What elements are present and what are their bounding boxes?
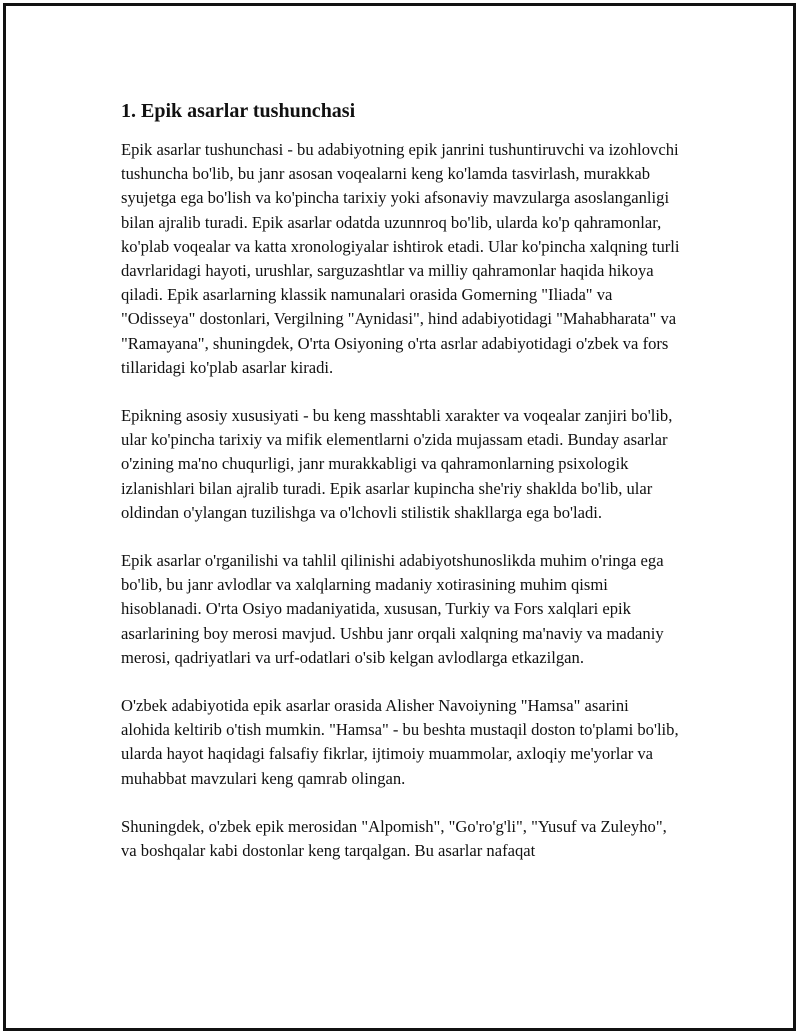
paragraph-4: O'zbek adabiyotida epik asarlar orasida Alisher Navoiyning "Hamsa" asarini alohida keltirib o'tish mumkin. "Hamsa" - bu beshta mustaqil doston to'plami bo'lib, ularda hayot haqidagi falsafiy fikrlar, ijtimoiy muammolar, axloqiy me'yorlar va muhabbat mavzulari keng qamrab olingan. xyxy=(121,696,679,788)
document-content xyxy=(121,98,681,863)
paragraph-1: Epik asarlar tushunchasi - bu adabiyotning epik janrini tushuntiruvchi va izohlovchi tushuncha bo'lib, bu janr asosan voqealarni keng ko'lamda tasvirlash, murakkab syujetga ega bo'lish va ko'pincha tarixiy yoki afsonaviy mavzularga asoslanganligi bilan ajralib turadi. Epik asarlar odatda uzunnroq bo'lib, ularda ko'p qahramonlar, ko'plab voqealar va katta xronologiyalar ishtirok etadi. Ular ko'pincha xalqning turli davrlaridagi hayoti, urushlar, sarguzashtlar va milliy qahramonlar haqida hikoya qiladi. Epik asarlarning klassik namunalari orasida Gomerning "Iliada" va "Odisseya" dostonlari, Vergilning "Aynidasi", hind adabiyotidagi "Mahabharata" va "Ramayana", shuningdek, O'rta Osiyoning o'rta asrlar adabiyotidagi o'zbek va fors tillaridagi ko'plab asarlar kiradi. xyxy=(121,140,680,377)
section-heading: 1. Epik asarlar tushunchasi xyxy=(121,100,356,122)
document-page xyxy=(3,3,796,1031)
paragraph-2: Epikning asosiy xususiyati - bu keng masshtabli xarakter va voqealar zanjiri bo'lib, ular ko'pincha tarixiy va mifik elementlarni o'zida mujassam etadi. Bunday asarlar o'zining ma'no chuqurligi, janr murakkabligi va qahramonlarning psixologik izlanishlari bilan ajralib turadi. Epik asarlar kupincha she'riy shaklda bo'lib, ular oldindan o'ylangan tuzilishga va o'lchovli stilistik shakllarga ega bo'ladi. xyxy=(121,406,673,522)
paragraph-3: Epik asarlar o'rganilishi va tahlil qilinishi adabiyotshunoslikda muhim o'ringa ega bo'lib, bu janr avlodlar va xalqlarning madaniy xotirasining muhim qismi hisoblanadi. O'rta Osiyo madaniyatida, xususan, Turkiy va Fors xalqlari epik asarlarining boy merosi mavjud. Ushbu janr orqali xalqning ma'naviy va madaniy merosi, qadriyatlari va urf-odatlari o'sib kelgan avlodlarga etkazilgan. xyxy=(121,551,664,667)
paragraph-5: Shuningdek, o'zbek epik merosidan "Alpomish", "Go'ro'g'li", "Yusuf va Zuleyho", va boshqalar kabi dostonlar keng tarqalgan. Bu asarlar nafaqat xyxy=(121,816,667,861)
